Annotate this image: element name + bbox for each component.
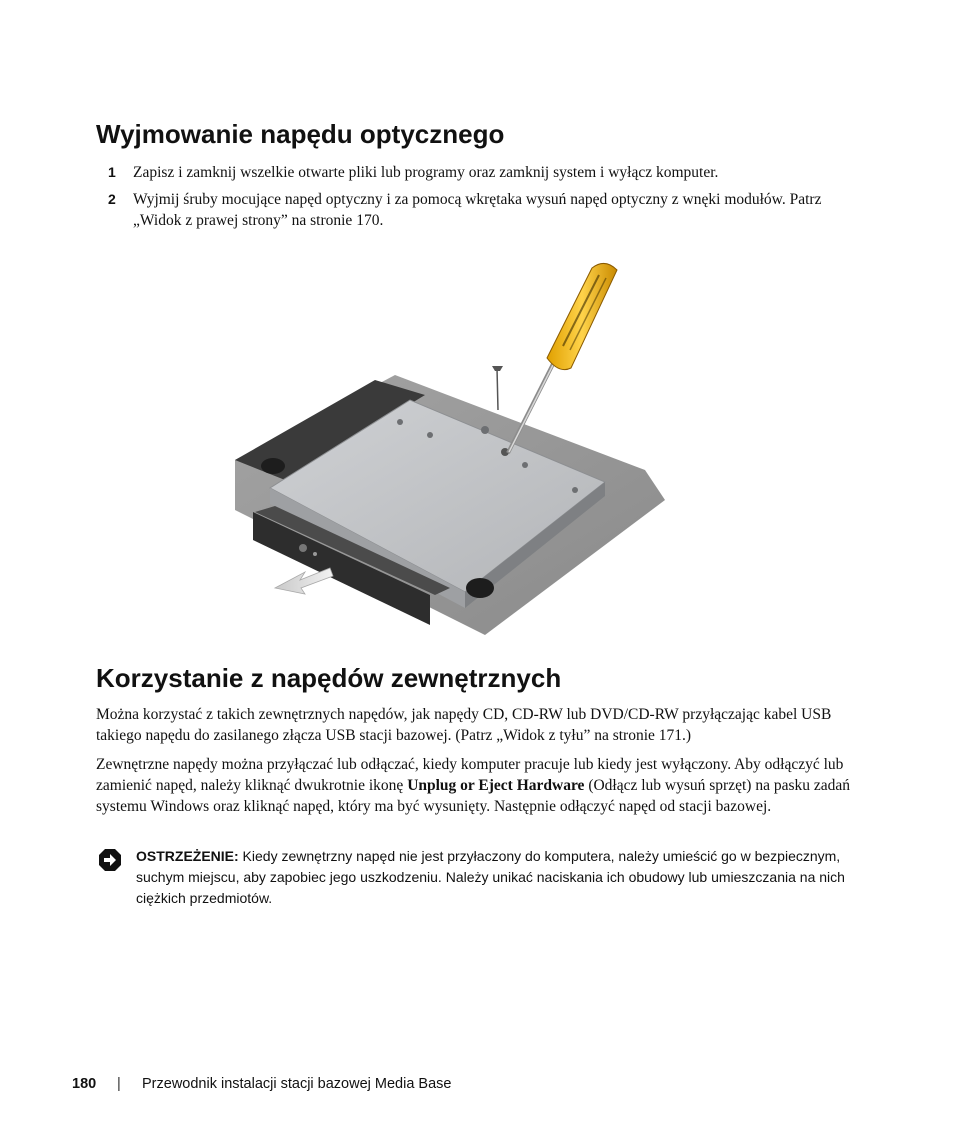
step-text: Wyjmij śruby mocujące napęd optyczny i za pomocą wkrętaka wysuń napęd optyczny z wnęki modułów. Patrz „Widok z prawej strony” na stronie 170. — [133, 191, 822, 229]
notice-arrow-icon — [98, 848, 122, 872]
footer-title: Przewodnik instalacji stacji bazowej Media Base — [142, 1076, 452, 1092]
page-number: 180 — [72, 1076, 97, 1092]
paragraph — [96, 754, 860, 817]
paragraph-bold-text: Unplug or Eject Hardware — [407, 777, 585, 794]
section-heading-external-drives: Korzystanie z napędów zewnętrznych — [96, 663, 562, 693]
warning-label: OSTRZEŻENIE: — [136, 848, 239, 864]
step-number: 1 — [108, 164, 116, 180]
section-heading-remove-optical-drive: Wyjmowanie napędu optycznego — [96, 119, 505, 149]
optical-drive-removal-illustration — [225, 250, 675, 645]
step-number: 2 — [108, 191, 116, 207]
paragraph: Można korzystać z takich zewnętrznych napędów, jak napędy CD, CD-RW lub DVD/CD-RW przyłączając kabel USB takiego napędu do zasilanego złącza USB stacji bazowej. (Patrz „Widok z tyłu” na stronie 171.) — [96, 706, 832, 744]
step-text: Zapisz i zamknij wszelkie otwarte pliki lub programy oraz zamknij system i wyłącz komputer. — [133, 164, 719, 181]
warning-body: Kiedy zewnętrzny napęd nie jest przyłaczony do komputera, należy umieścić go w bezpiecznym, suchym miejscu, aby zapobiec jego uszkodzeniu. Należy unikać naciskania ich obudowy lub umieszczania na nich ciężkich przedmiotów. — [136, 848, 845, 906]
warning-text — [136, 846, 864, 909]
paragraph-text: Zewnętrzne napędy można przyłączać lub odłączać, kiedy komputer pracuje lub kiedy jest wyłączony. Aby odłączyć lub zamienić napęd, należy kliknąć dwukrotnie ikonę — [96, 756, 844, 794]
footer-separator: | — [117, 1076, 121, 1092]
paragraph-text: (Odłącz lub wysuń sprzęt) na pasku zadań systemu Windows oraz kliknąć napęd, który ma być wysunięty. Następnie odłączyć napęd od stacji bazowej. — [96, 777, 850, 815]
